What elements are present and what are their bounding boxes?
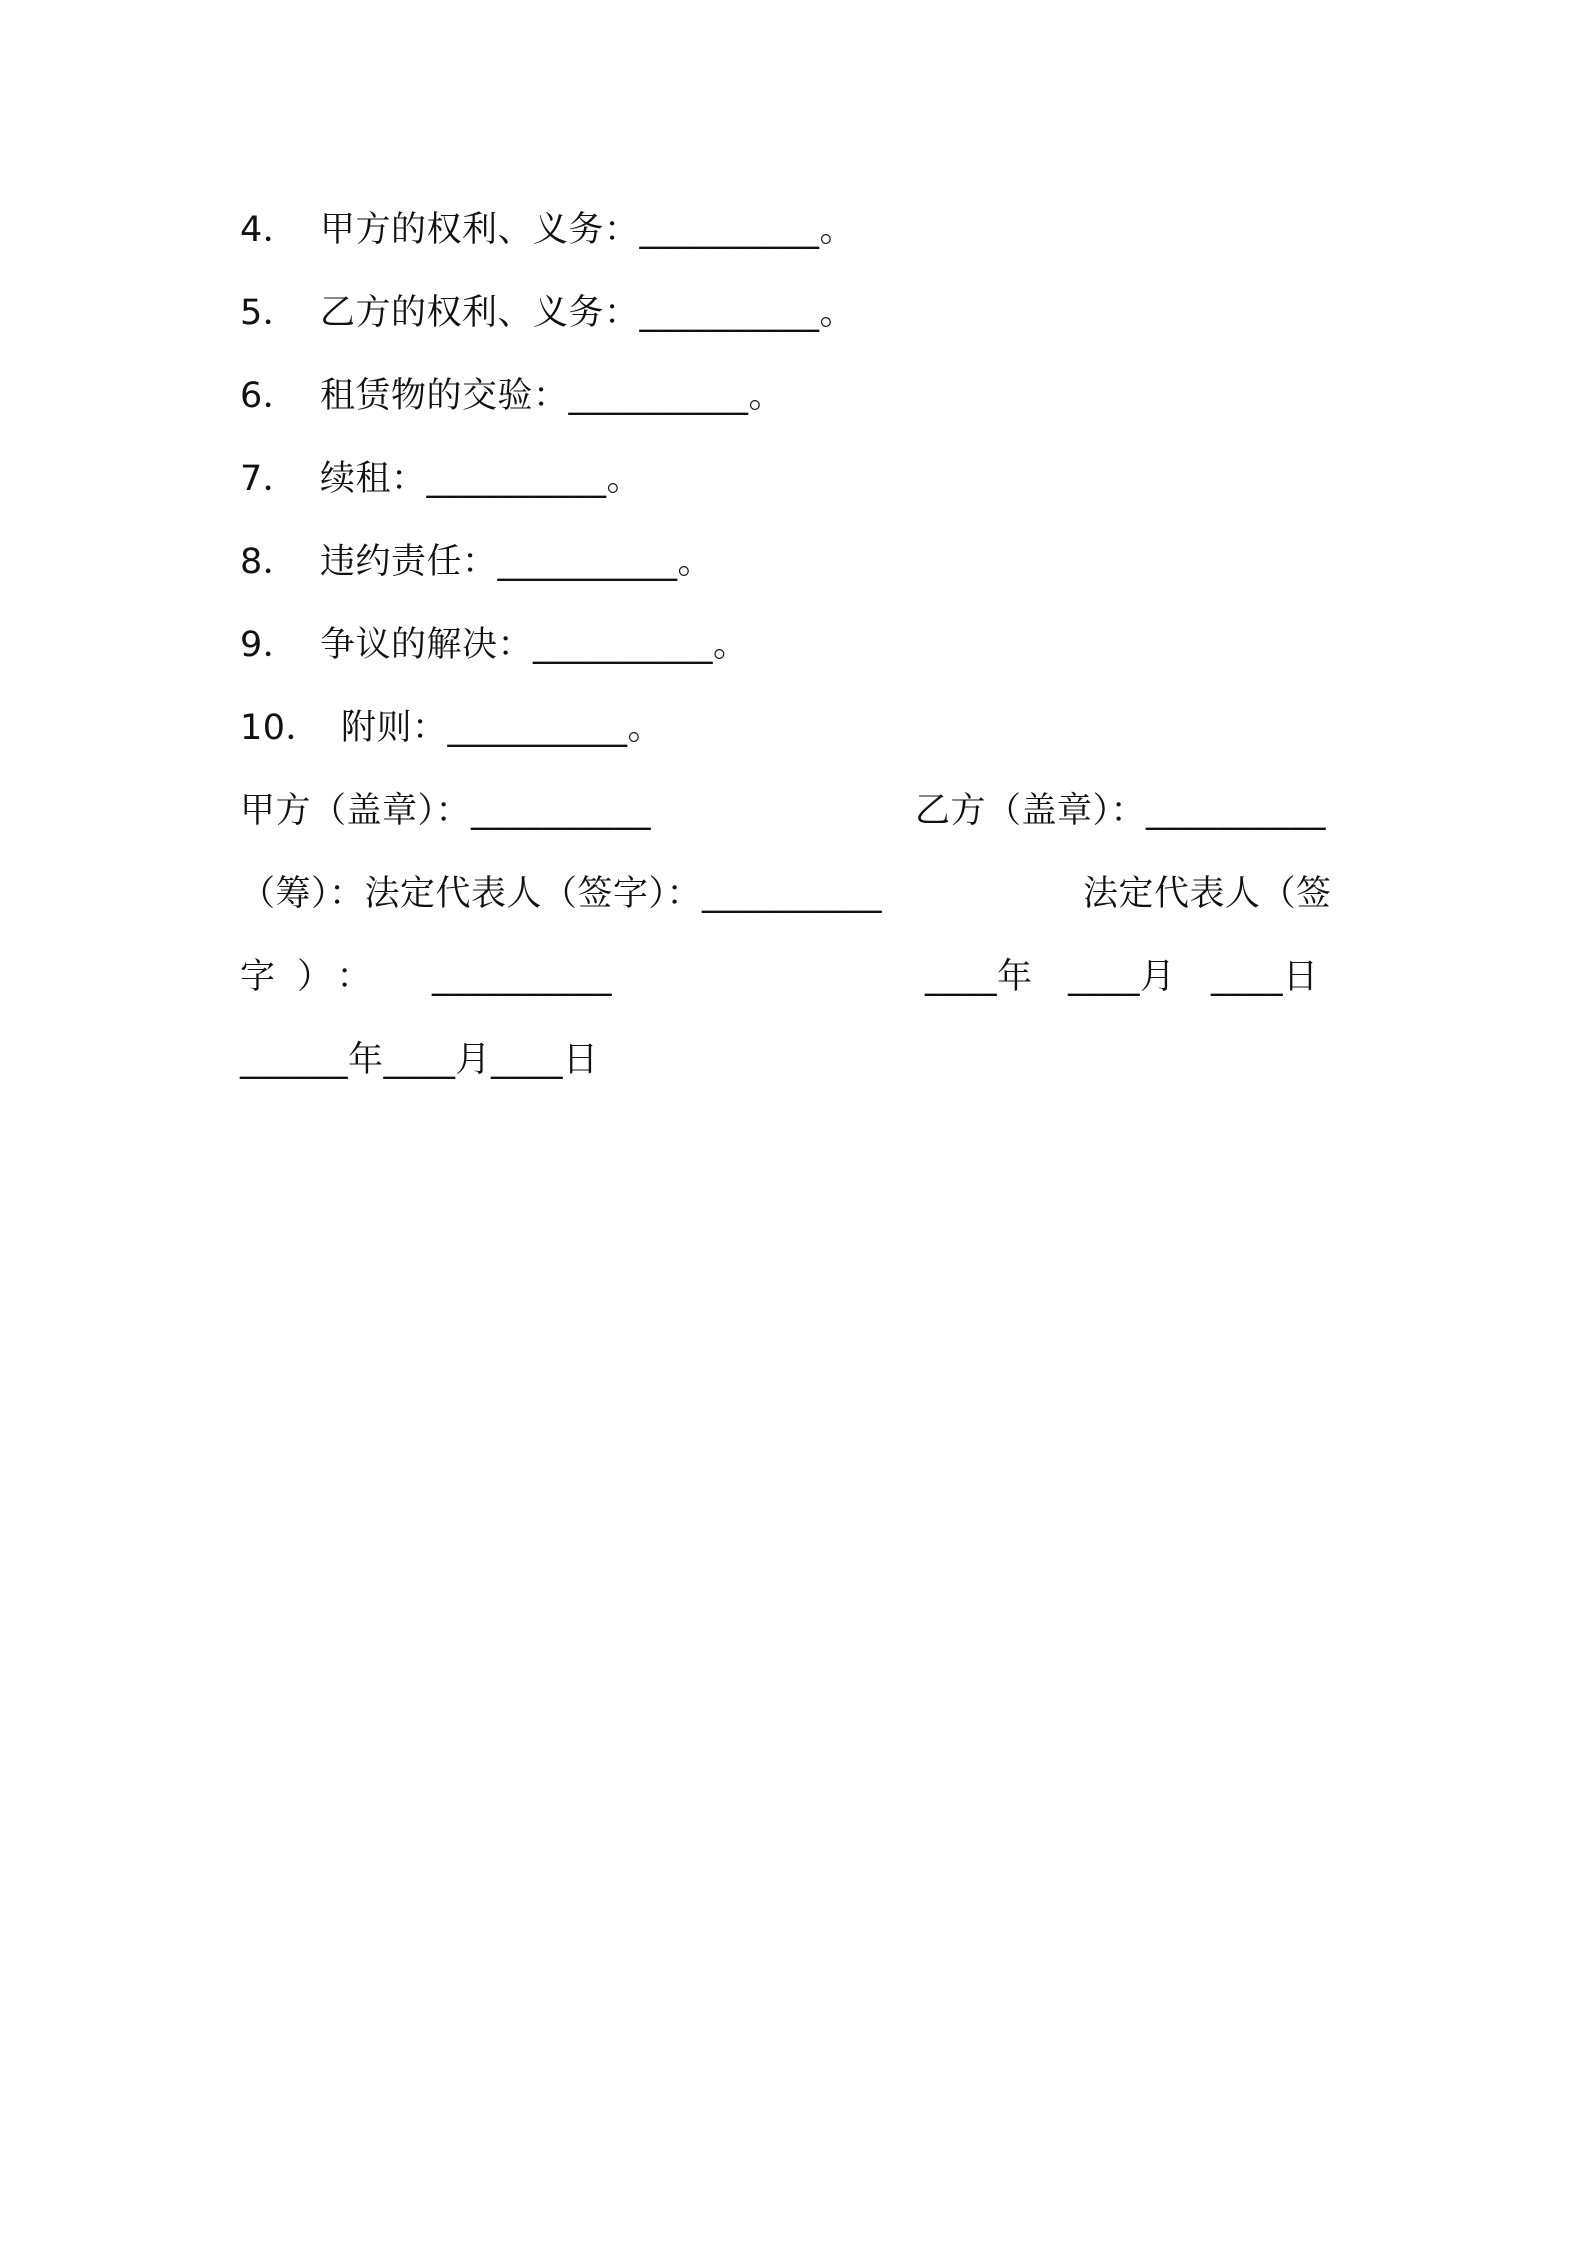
party-a-representative-cont: 字）： <box>240 957 394 997</box>
clause-4 <box>240 208 855 252</box>
party-b-representative: 法定代表人（签 <box>1083 874 1332 914</box>
clause-9 <box>240 623 749 667</box>
clause-number: 6． <box>240 376 299 416</box>
clause-number: 7． <box>240 459 299 499</box>
clause-text: 续租：__________。 <box>320 459 643 499</box>
party-a-seal: 甲方（盖章）：__________ <box>240 791 652 831</box>
clause-number: 9． <box>240 625 299 665</box>
clause-5 <box>240 291 855 335</box>
clause-text: 租赁物的交验：__________。 <box>320 376 785 416</box>
clause-text: 争议的解决：__________。 <box>320 625 749 665</box>
clause-8 <box>240 540 713 584</box>
clause-number: 5． <box>240 293 299 333</box>
party-a-representative: （筹）：法定代表人（签字）：__________ <box>240 874 883 914</box>
clause-text: 附则：__________。 <box>341 708 664 748</box>
clause-text: 违约责任：__________。 <box>320 542 714 582</box>
party-b-date: ____年 ____月 ____日 <box>925 957 1319 997</box>
party-b-seal: 乙方（盖章）：__________ <box>915 791 1327 831</box>
clause-number: 8． <box>240 542 299 582</box>
clause-6 <box>240 374 784 418</box>
party-a-date: ______年____月____日 <box>240 1040 599 1080</box>
clause-number: 10． <box>240 708 322 748</box>
clause-text: 乙方的权利、义务：__________。 <box>320 293 856 333</box>
clause-7 <box>240 457 642 501</box>
clause-10 <box>240 706 663 750</box>
clause-number: 4． <box>240 210 299 250</box>
clause-text: 甲方的权利、义务：__________。 <box>320 210 856 250</box>
party-a-signature-blank: __________ <box>432 957 612 997</box>
